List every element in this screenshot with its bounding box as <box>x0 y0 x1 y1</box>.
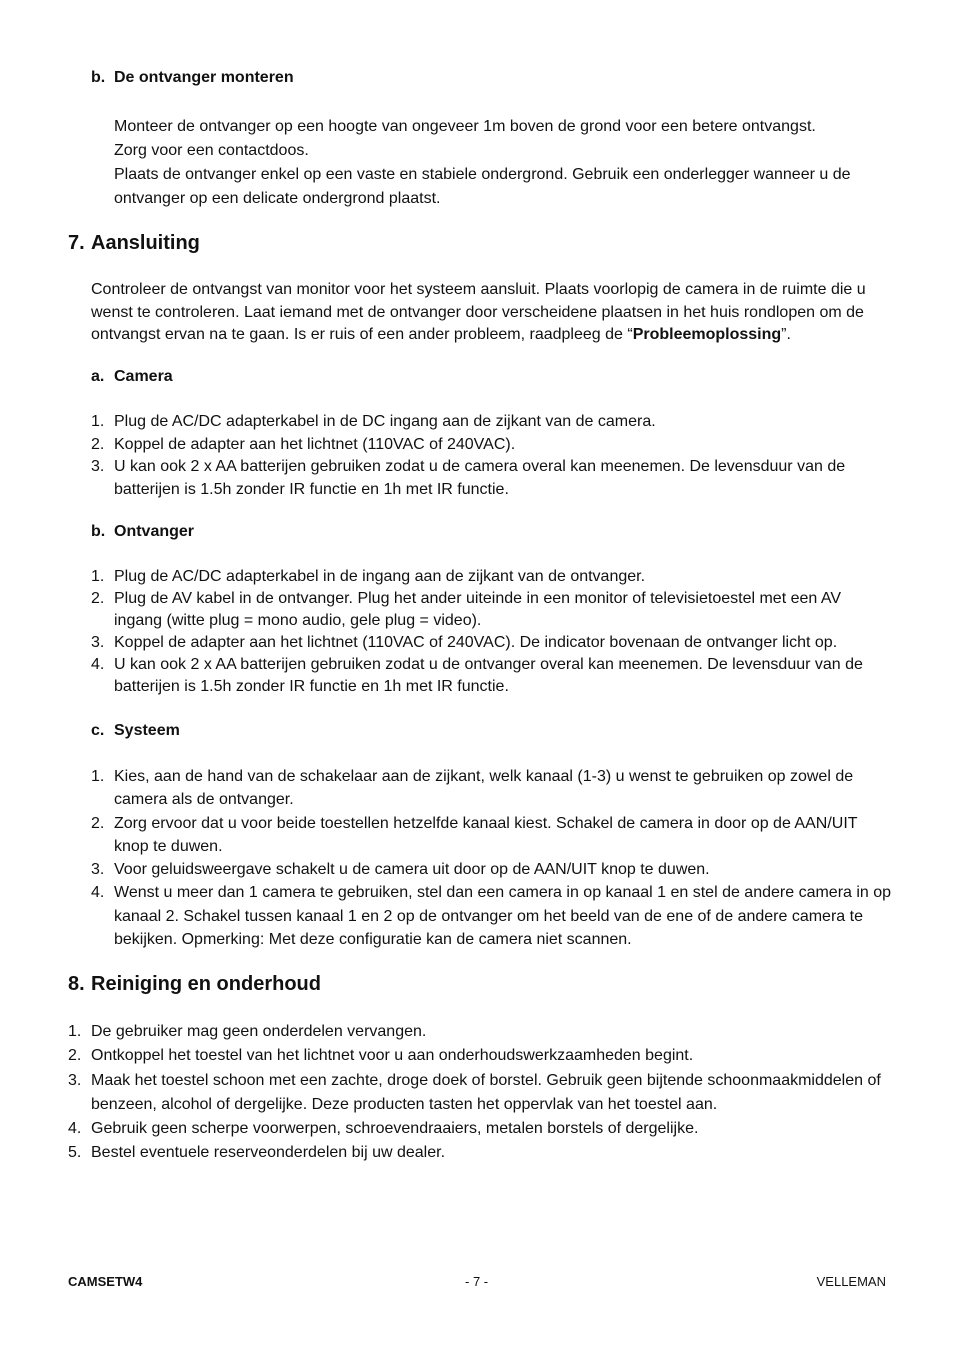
footer-model: CAMSETW4 <box>68 1274 143 1289</box>
item-line: De gebruiker mag geen onderdelen vervangen. <box>91 1023 427 1040</box>
subsection-title: De ontvanger monteren <box>114 69 294 86</box>
paragraph-line: Zorg voor een contactdoos. <box>114 142 309 159</box>
subsection-title: Ontvanger <box>114 523 195 540</box>
subsection-letter: c. <box>91 722 105 739</box>
subsection-letter: b. <box>91 69 106 86</box>
item-line: Ontkoppel het toestel van het lichtnet voor u aan onderhoudswerkzaamheden begint. <box>91 1047 694 1065</box>
list-item <box>91 812 891 859</box>
item-line: batterijen is 1.5h zonder IR functie en 1h met IR functie. <box>114 678 509 695</box>
item-line: U kan ook 2 x AA batterijen gebruiken zodat u de ontvanger overal kan meenemen. De levensduur van de <box>114 656 863 673</box>
list-item <box>91 632 863 654</box>
section-title: Aansluiting <box>91 232 200 254</box>
section-number: 8. <box>68 973 85 995</box>
list-item <box>91 434 845 457</box>
item-line: Plug de AV kabel in de ontvanger. Plug het ander uiteinde in een monitor of televisietoestel met een AV <box>114 590 841 607</box>
item-number: 2. <box>68 1047 82 1065</box>
item-number: 4. <box>68 1120 82 1138</box>
subsection-heading-systeem <box>91 722 180 740</box>
section-heading-aansluiting <box>68 232 200 255</box>
list-item <box>68 1069 881 1118</box>
section-title: Reiniging en onderhoud <box>91 973 321 995</box>
systeem-steps-list <box>91 765 891 951</box>
item-number: 5. <box>68 1144 82 1162</box>
item-number: 3. <box>91 458 105 475</box>
item-line: camera als de ontvanger. <box>114 791 294 809</box>
item-number: 2. <box>91 590 105 607</box>
item-number: 1. <box>91 568 105 585</box>
subsection-heading-ontvanger <box>91 523 194 541</box>
list-item <box>68 1020 881 1044</box>
item-line: Kies, aan de hand van de schakelaar aan de zijkant, welk kanaal (1-3) u wenst te gebruiken op zowel de <box>114 768 854 785</box>
list-item <box>91 456 845 501</box>
item-line: Maak het toestel schoon met een zachte, droge doek of borstel. Gebruik geen bijtende schoonmaakmiddelen of <box>91 1071 881 1089</box>
item-line: Voor geluidsweergave schakelt u de camera uit door op de AAN/UIT knop te duwen. <box>114 861 710 879</box>
reiniging-list <box>68 1020 881 1166</box>
item-line: Zorg ervoor dat u voor beide toestellen hetzelfde kanaal kiest. Schakel de camera in door op de AAN/UIT <box>114 814 858 832</box>
mount-receiver-paragraph <box>114 115 851 211</box>
paragraph-line: Monteer de ontvanger op een hoogte van ongeveer 1m boven de grond voor een betere ontvangst. <box>114 118 816 135</box>
subsection-letter: a. <box>91 368 105 385</box>
list-item <box>91 566 863 588</box>
subsection-letter: b. <box>91 523 106 540</box>
item-line: bekijken. Opmerking: Met deze configuratie kan de camera niet scannen. <box>114 931 632 949</box>
camera-steps-list <box>91 411 845 501</box>
section-number: 7. <box>68 232 85 254</box>
list-item <box>91 588 863 632</box>
item-line: Koppel de adapter aan het lichtnet (110VAC of 240VAC). De indicator bovenaan de ontvanger licht op. <box>114 634 838 651</box>
item-line: ingang (witte plug = mono audio, gele plug = video). <box>114 612 482 629</box>
list-item <box>91 411 845 434</box>
subsection-heading-mount-receiver <box>91 69 294 87</box>
item-line: Gebruik geen scherpe voorwerpen, schroevendraaiers, metalen borstels of dergelijke. <box>91 1120 699 1138</box>
paragraph-text: ”. <box>781 326 791 343</box>
subsection-heading-camera <box>91 368 173 386</box>
reference-probleemoplossing: Probleemoplossing <box>632 326 782 343</box>
footer-brand: VELLEMAN <box>816 1274 886 1289</box>
paragraph-line: Plaats de ontvanger enkel op een vaste en stabiele ondergrond. Gebruik een onderlegger wanneer u de <box>114 166 851 183</box>
list-item <box>68 1117 881 1141</box>
section-heading-reiniging <box>68 973 321 996</box>
item-number: 4. <box>91 656 105 673</box>
item-number: 2. <box>91 814 105 832</box>
ontvanger-steps-list <box>91 566 863 698</box>
item-number: 1. <box>68 1023 82 1040</box>
item-line: Bestel eventuele reserveonderdelen bij uw dealer. <box>91 1144 446 1162</box>
paragraph-line: ontvanger op een delicate ondergrond plaatst. <box>114 190 441 207</box>
item-line: kanaal 2. Schakel tussen kanaal 1 en 2 op de ontvanger om het beeld van de ene of de andere camera te <box>114 907 863 925</box>
item-line: U kan ook 2 x AA batterijen gebruiken zodat u de camera overal kan meenemen. De levensduur van de <box>114 458 846 475</box>
item-number: 1. <box>91 768 105 785</box>
item-number: 3. <box>68 1071 82 1089</box>
item-number: 3. <box>91 861 105 879</box>
item-number: 2. <box>91 435 105 453</box>
item-line: Plug de AC/DC adapterkabel in de ingang aan de zijkant van de ontvanger. <box>114 568 646 585</box>
subsection-title: Camera <box>114 368 173 385</box>
item-line: benzeen, alcohol of dergelijke. Deze producten tasten het oppervlak van het toestel aan. <box>91 1095 718 1113</box>
list-item <box>91 858 891 881</box>
item-line: Plug de AC/DC adapterkabel in de DC ingang aan de zijkant van de camera. <box>114 413 656 430</box>
paragraph-line <box>91 324 866 347</box>
list-item <box>91 881 891 951</box>
aansluiting-intro-paragraph <box>91 279 866 347</box>
paragraph-line: wenst te controleren. Laat iemand met de ontvanger door verscheidene plaatsen in het huis rondlopen om de <box>91 303 864 321</box>
paragraph-line: Controleer de ontvangst van monitor voor het systeem aansluit. Plaats voorlopig de camera in de ruimte die u <box>91 281 866 298</box>
item-line: batterijen is 1.5h zonder IR functie en 1h met IR functie. <box>114 480 509 498</box>
item-line: Wenst u meer dan 1 camera te gebruiken, stel dan een camera in op kanaal 1 en stel de andere camera in op <box>114 884 892 902</box>
list-item <box>68 1044 881 1068</box>
list-item <box>91 654 863 698</box>
paragraph-text: ontvangst ervan na te gaan. Is er ruis of een ander probleem, raadpleeg de “ <box>91 326 633 343</box>
list-item <box>91 765 891 812</box>
item-number: 3. <box>91 634 105 651</box>
list-item <box>68 1141 881 1165</box>
subsection-title: Systeem <box>114 722 180 739</box>
item-line: knop te duwen. <box>114 837 223 855</box>
item-number: 1. <box>91 413 105 430</box>
item-number: 4. <box>91 884 105 902</box>
footer-page-number: - 7 - <box>465 1274 489 1289</box>
item-line: Koppel de adapter aan het lichtnet (110VAC of 240VAC). <box>114 435 516 453</box>
